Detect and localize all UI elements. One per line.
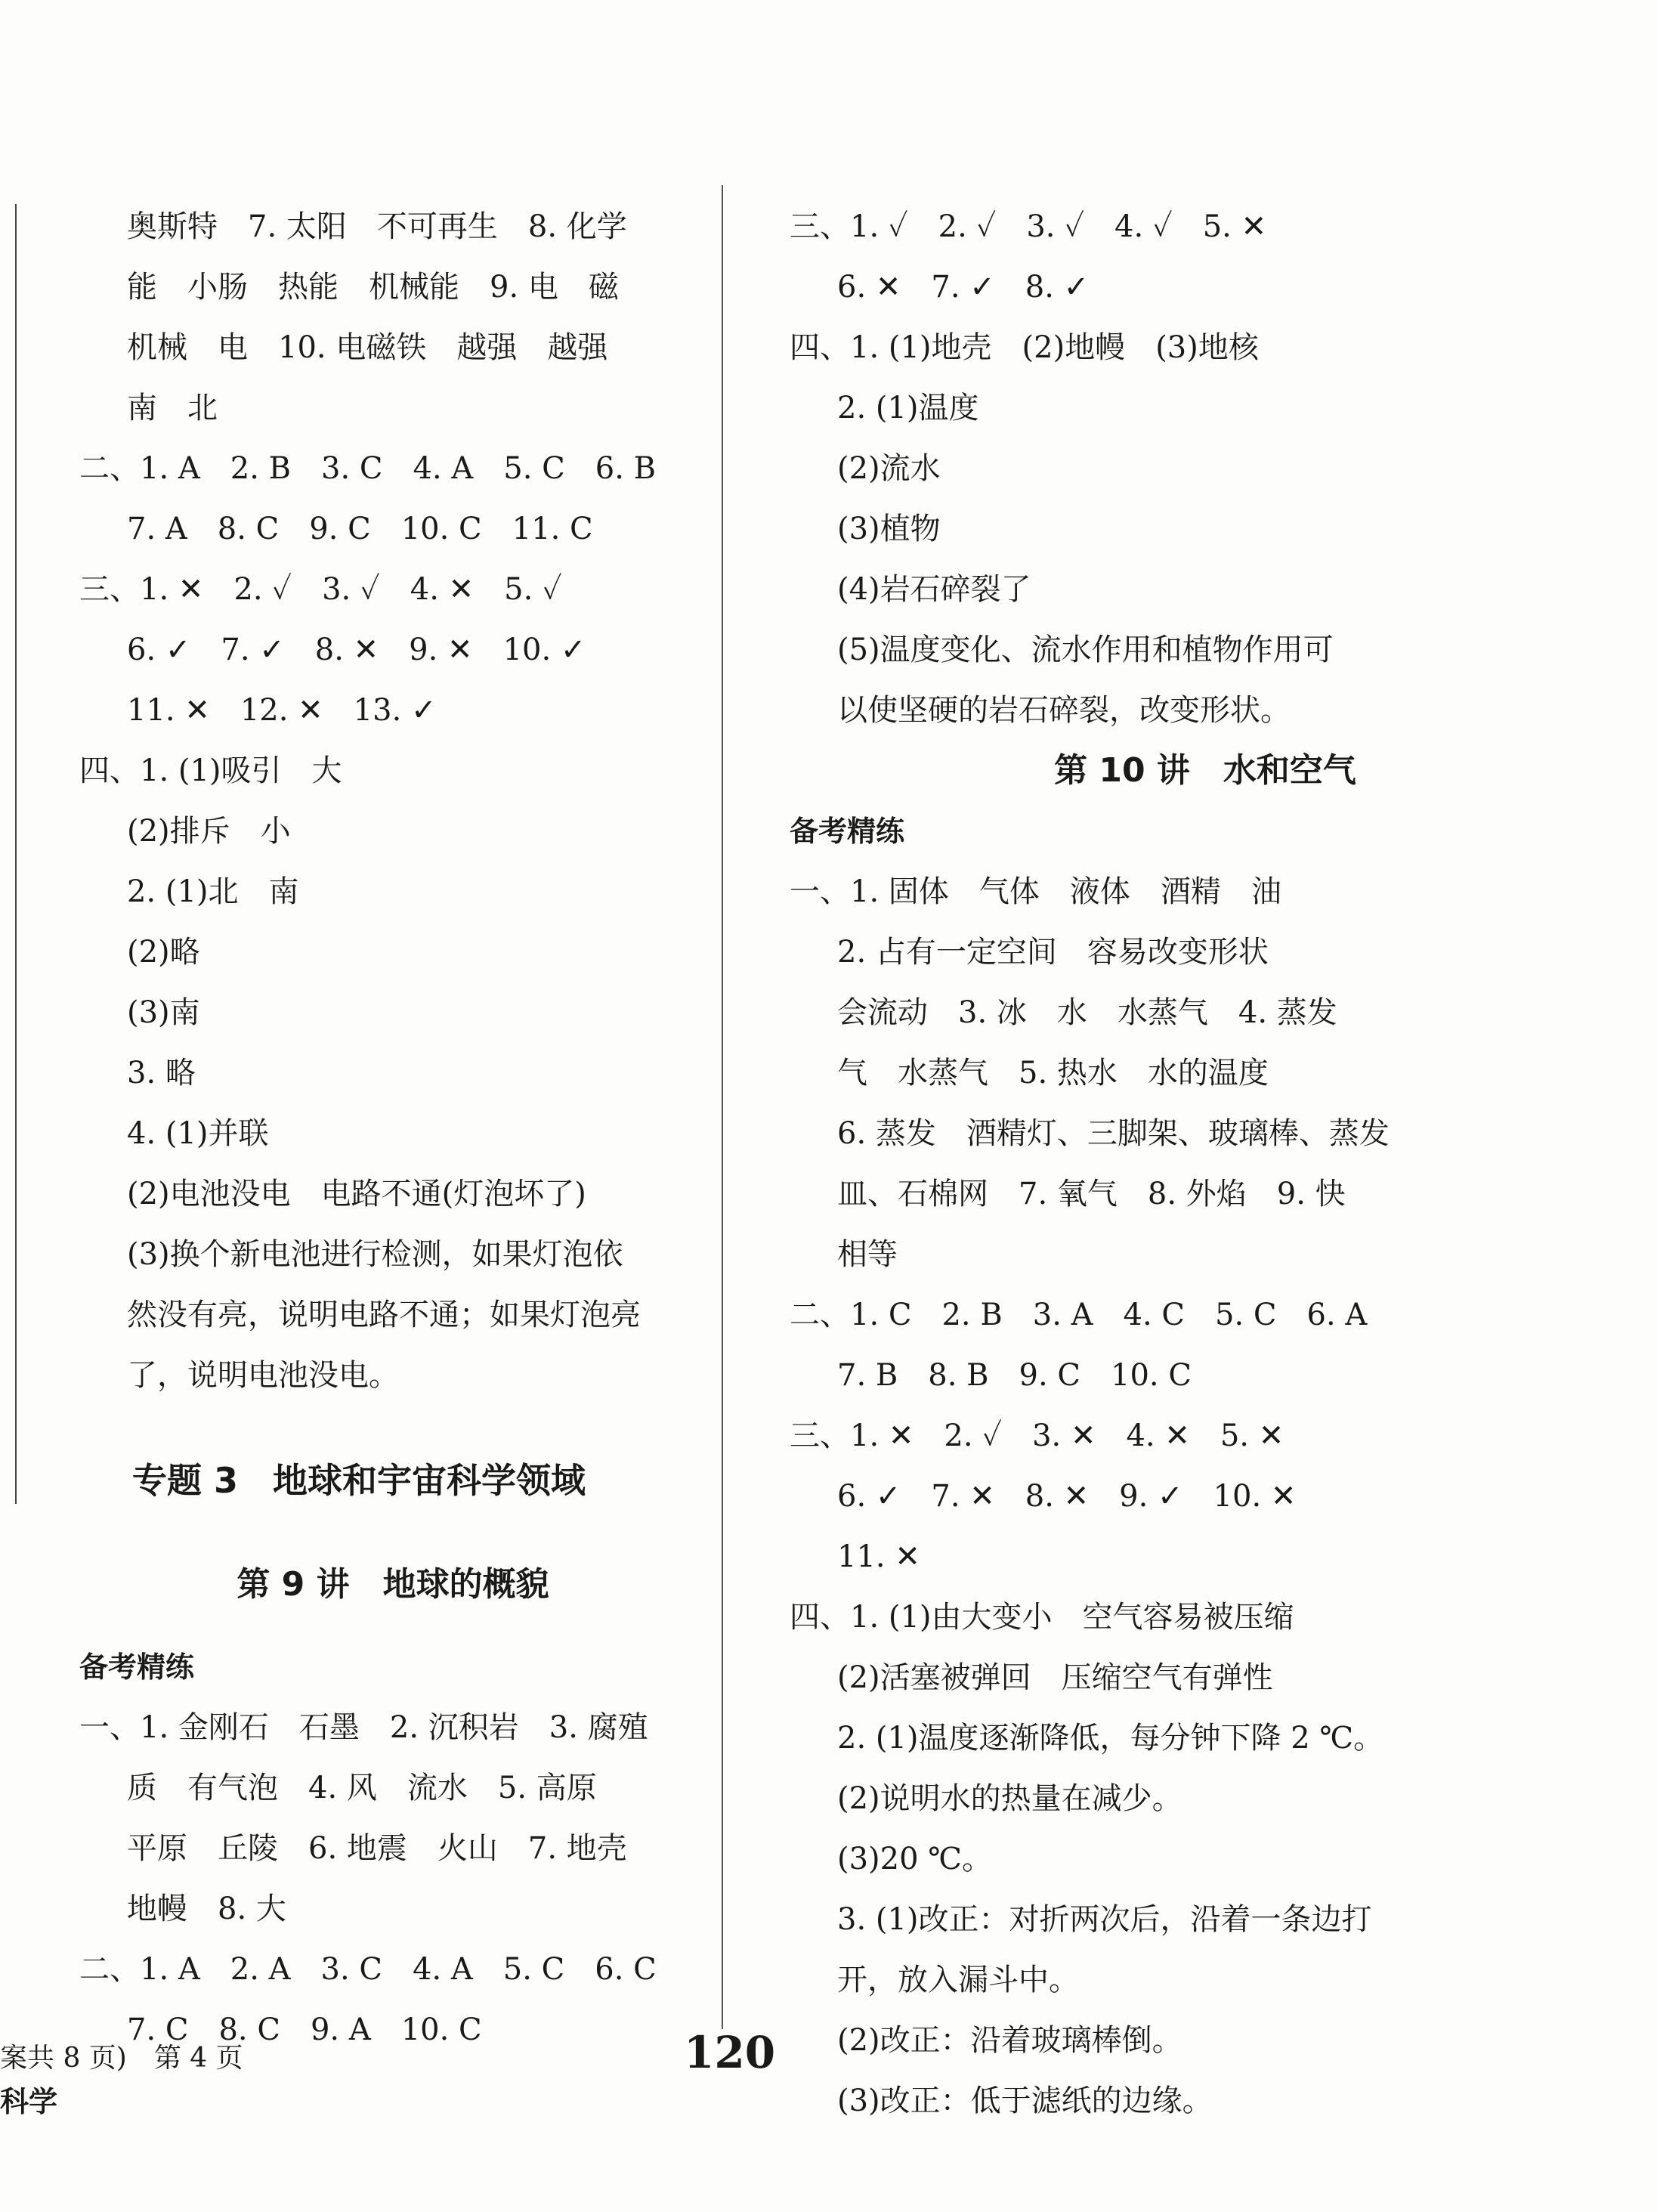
answer-line: 质 有气泡 4. 风 流水 5. 高原 <box>127 1771 597 1805</box>
page-number: 120 <box>684 2027 776 2078</box>
answer-line: 南 北 <box>127 391 218 425</box>
footer-page-info: 案共 8 页) 第 4 页 <box>0 2043 243 2074</box>
answer-line: 6. ✓ 7. ✕ 8. ✕ 9. ✓ 10. ✕ <box>837 1479 1297 1514</box>
answer-line: 开，放入漏斗中。 <box>837 1963 1079 1997</box>
lesson-heading: 第 9 讲 地球的概貌 <box>236 1565 549 1604</box>
answer-line: (2)电池没电 电路不通(灯泡坏了) <box>127 1177 586 1211</box>
answer-line: 2. (1)温度 <box>837 391 979 425</box>
answer-line: (2)流水 <box>837 451 941 486</box>
answer-line: 3. (1)改正：对折两次后，沿着一条边打 <box>837 1902 1372 1937</box>
answer-line: 二、1. A 2. A 3. C 4. A 5. C 6. C <box>79 1952 657 1987</box>
answer-line: 气 水蒸气 5. 热水 水的温度 <box>837 1056 1269 1091</box>
answer-line: (2)活塞被弹回 压缩空气有弹性 <box>837 1660 1273 1695</box>
answer-line: 四、1. (1)由大变小 空气容易被压缩 <box>790 1600 1294 1635</box>
answer-line: 6. ✕ 7. ✓ 8. ✓ <box>837 270 1090 305</box>
answer-line: (3)换个新电池进行检测，如果灯泡依 <box>127 1237 623 1272</box>
answer-line: (3)改正：低于滤纸的边缘。 <box>837 2084 1213 2118</box>
answer-line: 一、1. 固体 气体 液体 酒精 油 <box>790 874 1281 909</box>
column-divider <box>722 185 723 2029</box>
answer-line: 2. 占有一定空间 容易改变形状 <box>837 935 1269 970</box>
answer-line: 了，说明电池没电。 <box>127 1358 399 1393</box>
answer-line: (2)略 <box>127 935 200 970</box>
answer-line: (2)排斥 小 <box>127 814 291 849</box>
left-column <box>79 196 706 2060</box>
answer-line: 4. (1)并联 <box>127 1116 269 1151</box>
answer-line: 地幔 8. 大 <box>127 1892 286 1926</box>
answer-line: 二、1. A 2. B 3. C 4. A 5. C 6. B <box>79 451 657 486</box>
answer-line: 会流动 3. 冰 水 水蒸气 4. 蒸发 <box>837 995 1337 1030</box>
answer-line: (4)岩石碎裂了 <box>837 572 1031 607</box>
answer-line: (5)温度变化、流水作用和植物作用可 <box>837 633 1334 667</box>
answer-line: (2)说明水的热量在减少。 <box>837 1781 1182 1816</box>
answer-line: 三、1. ✕ 2. ✓ 3. ✕ 4. ✕ 5. ✕ <box>790 1418 1284 1453</box>
answer-line: 皿、石棉网 7. 氧气 8. 外焰 9. 快 <box>837 1177 1346 1211</box>
answer-line: 2. (1)温度逐渐降低，每分钟下降 2 ℃。 <box>837 1721 1384 1756</box>
right-column <box>790 196 1621 2131</box>
answer-line: (3)20 ℃。 <box>837 1842 993 1876</box>
answer-line: (2)改正：沿着玻璃棒倒。 <box>837 2023 1182 2058</box>
answer-line: 然没有亮，说明电路不通；如果灯泡亮 <box>127 1298 641 1332</box>
answer-line: 二、1. C 2. B 3. A 4. C 5. C 6. A <box>790 1298 1368 1332</box>
section-subheading: 备考精练 <box>79 1650 195 1684</box>
answer-line: 11. ✕ 12. ✕ 13. ✓ <box>127 693 437 728</box>
footer-subject: 科学 <box>0 2084 58 2118</box>
answer-line: 6. 蒸发 酒精灯、三脚架、玻璃棒、蒸发 <box>837 1116 1390 1151</box>
answer-line: 6. ✓ 7. ✓ 8. ✕ 9. ✕ 10. ✓ <box>127 633 586 667</box>
answer-line: 奥斯特 7. 太阳 不可再生 8. 化学 <box>127 209 627 244</box>
answer-line: 一、1. 金刚石 石墨 2. 沉积岩 3. 腐殖 <box>79 1710 648 1745</box>
answer-line: 7. A 8. C 9. C 10. C 11. C <box>127 512 593 546</box>
answer-line: 以使坚硬的岩石碎裂，改变形状。 <box>837 693 1291 728</box>
topic-heading: 专题 3 地球和宇宙科学领域 <box>132 1460 586 1501</box>
answer-line: 四、1. (1)地壳 (2)地幔 (3)地核 <box>790 330 1259 365</box>
left-margin-rule <box>15 204 17 1504</box>
answer-line: 平原 丘陵 6. 地震 火山 7. 地壳 <box>127 1831 627 1866</box>
answer-line: 机械 电 10. 电磁铁 越强 越强 <box>127 330 608 365</box>
section-subheading: 备考精练 <box>790 815 905 848</box>
answer-line: 2. (1)北 南 <box>127 874 299 909</box>
answer-line: (3)植物 <box>837 512 941 546</box>
answer-line: 7. C 8. C 9. A 10. C <box>127 2012 482 2047</box>
answer-line: 三、1. ✓ 2. ✓ 3. ✓ 4. ✓ 5. ✕ <box>790 209 1267 244</box>
answer-line: 7. B 8. B 9. C 10. C <box>837 1358 1192 1393</box>
answer-line: 三、1. ✕ 2. ✓ 3. ✓ 4. ✕ 5. ✓ <box>79 572 562 607</box>
answer-line: 能 小肠 热能 机械能 9. 电 磁 <box>127 270 619 305</box>
lesson-heading: 第 10 讲 水和空气 <box>1054 751 1356 790</box>
answer-line: 11. ✕ <box>837 1539 920 1574</box>
answer-line: 四、1. (1)吸引 大 <box>79 753 342 788</box>
answer-line: 3. 略 <box>127 1056 196 1091</box>
answer-line: (3)南 <box>127 995 200 1030</box>
answer-line: 相等 <box>837 1237 898 1272</box>
